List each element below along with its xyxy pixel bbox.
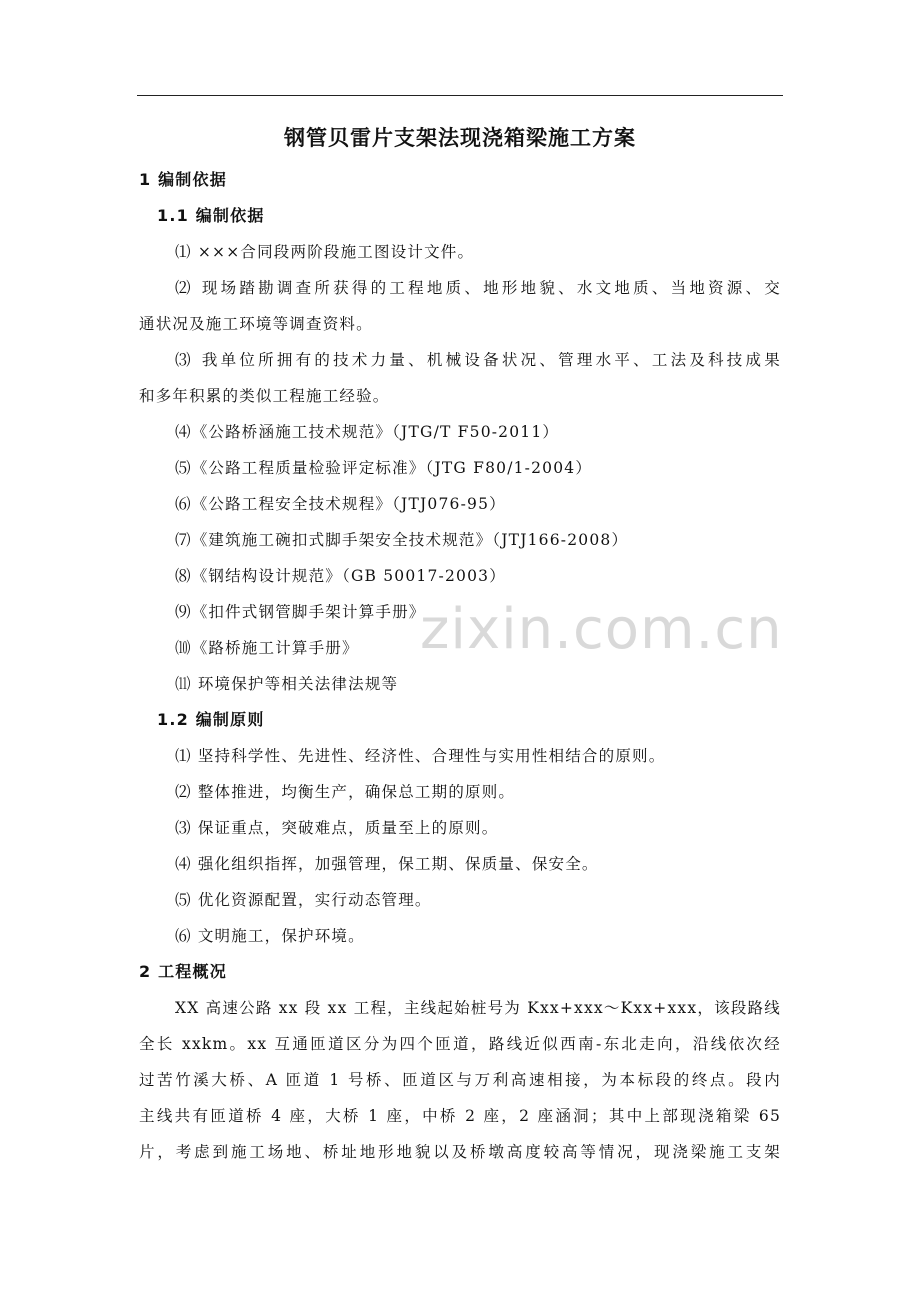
section-1-2-heading: 1.2 编制原则 xyxy=(157,710,265,729)
principle-6: ⑹ 文明施工，保护环境。 xyxy=(175,927,365,945)
basis-item-2: ⑵ 现场踏勘调查所获得的工程地质、地形地貌、水文地质、当地资源、交 xyxy=(175,279,781,297)
basis-item-6: ⑹《公路工程安全技术规程》（JTJ076-95） xyxy=(175,495,506,513)
watermark: zixin.com.cn xyxy=(420,597,783,662)
basis-item-3-cont: 和多年积累的类似工程施工经验。 xyxy=(139,387,390,405)
basis-item-11: ⑾ 环境保护等相关法律法规等 xyxy=(175,675,399,693)
basis-item-3: ⑶ 我单位所拥有的技术力量、机械设备状况、管理水平、工法及科技成果 xyxy=(175,351,781,369)
basis-item-2-cont: 通状况及施工环境等调查资料。 xyxy=(139,315,373,333)
basis-item-8: ⑻《钢结构设计规范》（GB 50017-2003） xyxy=(175,567,506,585)
principle-5: ⑸ 优化资源配置，实行动态管理。 xyxy=(175,891,432,909)
overview-line-2: 全长 xxkm。xx 互通匝道区分为四个匝道，路线近似西南-东北走向，沿线依次经 xyxy=(139,1035,781,1053)
header-rule xyxy=(137,95,783,96)
section-1-heading: 1 编制依据 xyxy=(139,170,227,189)
document-title: 钢管贝雷片支架法现浇箱梁施工方案 xyxy=(284,126,636,150)
overview-line-1: XX 高速公路 xx 段 xx 工程，主线起始桩号为 Kxx+xxx～Kxx+xxx，该段路线 xyxy=(175,999,781,1017)
principle-2: ⑵ 整体推进，均衡生产，确保总工期的原则。 xyxy=(175,783,516,801)
basis-item-10: ⑽《路桥施工计算手册》 xyxy=(175,639,359,657)
overview-line-3: 过苦竹溪大桥、A 匝道 1 号桥、匝道区与万利高速相接，为本标段的终点。段内 xyxy=(139,1071,781,1089)
basis-item-4: ⑷《公路桥涵施工技术规范》（JTG/T F50-2011） xyxy=(175,423,560,441)
principle-4: ⑷ 强化组织指挥，加强管理，保工期、保质量、保安全。 xyxy=(175,855,599,873)
principle-1: ⑴ 坚持科学性、先进性、经济性、合理性与实用性相结合的原则。 xyxy=(175,747,666,765)
section-2-heading: 2 工程概况 xyxy=(139,962,227,981)
overview-line-5: 片，考虑到施工场地、桥址地形地貌以及桥墩高度较高等情况，现浇梁施工支架 xyxy=(139,1143,781,1161)
basis-item-1: ⑴ ×××合同段两阶段施工图设计文件。 xyxy=(175,243,475,261)
overview-line-4: 主线共有匝道桥 4 座，大桥 1 座，中桥 2 座，2 座涵洞；其中上部现浇箱梁 65 xyxy=(139,1107,781,1125)
basis-item-7: ⑺《建筑施工碗扣式脚手架安全技术规范》（JTJ166-2008） xyxy=(175,531,629,549)
section-1-1-heading: 1.1 编制依据 xyxy=(157,206,265,225)
principle-3: ⑶ 保证重点，突破难点，质量至上的原则。 xyxy=(175,819,499,837)
basis-item-5: ⑸《公路工程质量检验评定标准》（JTG F80/1-2004） xyxy=(175,459,593,477)
basis-item-9: ⑼《扣件式钢管脚手架计算手册》 xyxy=(175,603,426,621)
